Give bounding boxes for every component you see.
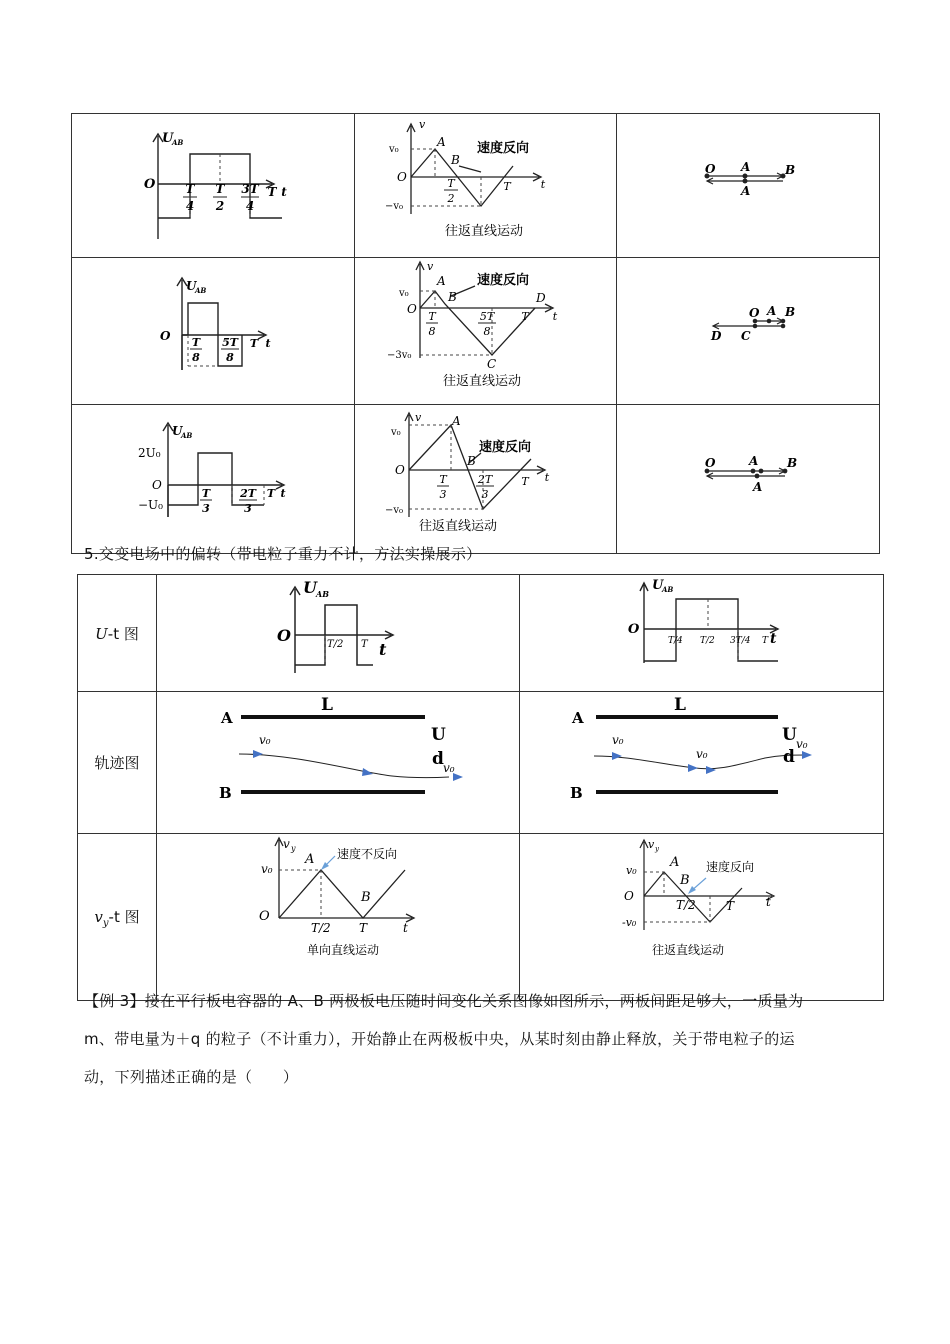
ut-right-cell [520, 575, 884, 692]
svg-text:T: T [361, 639, 368, 650]
svg-text:T: T [428, 310, 436, 323]
svg-text:v₀: v₀ [612, 733, 624, 747]
svg-text:U: U [652, 578, 664, 593]
svg-text:往返直线运动: 往返直线运动 [652, 943, 725, 957]
svg-text:D: D [536, 291, 546, 305]
svg-text:T: T [249, 337, 259, 350]
ut-left-cell [157, 575, 520, 692]
svg-text:A: A [437, 274, 446, 288]
svg-text:2U₀: 2U₀ [138, 446, 161, 460]
svg-text:T: T [267, 185, 277, 199]
svg-text:8: 8 [226, 351, 234, 364]
row-label-traj: 轨迹图 [78, 692, 157, 834]
svg-text:U: U [431, 725, 446, 745]
svg-text:5T: 5T [479, 310, 495, 323]
svg-text:t: t [403, 921, 408, 935]
svg-text:T/2: T/2 [311, 921, 331, 935]
svg-text:v₀: v₀ [259, 733, 271, 747]
svg-text:8: 8 [483, 325, 491, 338]
svg-text:v₀: v₀ [796, 737, 808, 751]
svg-text:O: O [277, 626, 291, 645]
svg-text:T: T [439, 473, 447, 486]
svg-text:A: A [572, 709, 584, 727]
svg-text:单向直线运动: 单向直线运动 [307, 943, 380, 957]
pos-cell-3 [617, 405, 880, 554]
svg-text:T: T [521, 310, 529, 323]
svg-text:2T: 2T [477, 473, 493, 486]
svg-text:T: T [191, 336, 201, 349]
svg-text:v: v [415, 411, 422, 424]
section-title: 5.交变电场中的偏转（带电粒子重力不计，方法实操展示） [84, 545, 482, 563]
svg-text:A: A [741, 160, 751, 174]
svg-text:B: B [467, 454, 476, 468]
svg-text:AB: AB [181, 431, 193, 440]
svg-text:C: C [487, 357, 497, 371]
svg-text:T: T [447, 177, 455, 190]
svg-text:T: T [503, 180, 511, 193]
svg-text:T: T [359, 921, 368, 935]
traj-right-diagram [520, 692, 883, 829]
svg-text:3T/4: 3T/4 [730, 636, 751, 646]
svg-text:v₀: v₀ [391, 427, 401, 438]
svg-text:U: U [172, 424, 183, 438]
svg-text:v₀: v₀ [399, 288, 409, 299]
svg-text:d: d [783, 747, 795, 767]
pos-cell-1 [617, 114, 880, 258]
ut-cell-2 [72, 258, 355, 405]
svg-text:T/4: T/4 [668, 636, 683, 646]
svg-text:O: O [705, 162, 716, 176]
svg-text:t: t [265, 337, 271, 350]
svg-text:3: 3 [481, 488, 489, 501]
svg-text:2: 2 [447, 192, 455, 205]
traj-left-diagram [157, 692, 519, 829]
svg-text:O: O [160, 329, 171, 343]
svg-text:8: 8 [192, 351, 200, 364]
svg-text:t: t [540, 178, 546, 191]
svg-text:B: B [785, 163, 796, 177]
svg-text:t: t [552, 310, 558, 323]
ut-graph-3 [72, 405, 354, 549]
svg-text:T: T [726, 899, 735, 913]
svg-text:D: D [711, 329, 722, 343]
svg-text:−U₀: −U₀ [138, 498, 163, 512]
svg-text:L: L [321, 695, 333, 715]
vt-cell-2 [355, 258, 617, 405]
svg-text:O: O [397, 170, 407, 184]
svg-text:往返直线运动: 往返直线运动 [443, 374, 522, 389]
svg-text:3: 3 [439, 488, 447, 501]
svg-text:B: B [785, 305, 796, 319]
vyt-left-graph [157, 834, 519, 996]
svg-text:B: B [448, 290, 457, 304]
svg-text:8: 8 [428, 325, 436, 338]
svg-text:T: T [201, 487, 211, 500]
svg-text:A: A [749, 454, 759, 468]
traj-left-cell [157, 692, 520, 834]
svg-text:A: A [221, 709, 233, 727]
svg-text:v: v [648, 838, 655, 851]
position-diagram-2 [617, 258, 879, 400]
svg-text:A: A [767, 304, 777, 318]
svg-text:B: B [787, 456, 798, 470]
svg-text:U: U [186, 279, 197, 293]
svg-text:B: B [570, 784, 583, 802]
svg-text:AB: AB [662, 585, 674, 594]
vt-graph-3 [355, 405, 616, 549]
svg-text:O: O [395, 463, 405, 477]
ut-ylabel: U [162, 131, 174, 146]
svg-text:t: t [544, 471, 550, 484]
svg-text:O: O [407, 302, 417, 316]
svg-text:A: A [437, 135, 446, 149]
motion-table [71, 113, 880, 554]
svg-text:v: v [419, 118, 426, 131]
vyt-left-cell [157, 834, 520, 1001]
svg-text:v₀: v₀ [626, 864, 637, 877]
svg-text:t: t [379, 640, 387, 659]
svg-text:T: T [521, 475, 529, 488]
deflection-table [77, 574, 884, 1001]
svg-text:−v₀: −v₀ [385, 505, 404, 516]
svg-text:AB: AB [172, 138, 184, 147]
position-diagram-3 [617, 405, 879, 549]
vyt-right-graph [520, 834, 883, 996]
svg-text:v₀: v₀ [443, 761, 455, 775]
vt-graph-1 [355, 114, 616, 253]
svg-text:T: T [215, 182, 225, 196]
svg-text:O: O [152, 478, 162, 492]
svg-text:-v₀: -v₀ [622, 916, 637, 929]
svg-text:A: A [452, 414, 461, 428]
svg-text:T/2: T/2 [327, 639, 344, 650]
vyt-right-cell [520, 834, 884, 1001]
svg-text:A: A [753, 480, 763, 494]
svg-text:往返直线运动: 往返直线运动 [419, 519, 498, 534]
svg-text:4: 4 [245, 199, 255, 213]
svg-text:U: U [782, 725, 797, 745]
svg-text:O: O [624, 889, 634, 903]
svg-text:v: v [283, 837, 290, 851]
vt-graph-2 [355, 258, 616, 400]
svg-text:−v₀: −v₀ [385, 201, 404, 212]
svg-text:t: t [280, 487, 286, 500]
svg-text:速度不反向: 速度不反向 [337, 847, 398, 861]
ut-graph-1 [72, 114, 354, 253]
svg-text:AB: AB [316, 589, 329, 599]
svg-text:v₀: v₀ [389, 144, 399, 155]
svg-text:T/2: T/2 [676, 898, 696, 912]
svg-text:t: t [770, 631, 777, 647]
svg-text:A: A [305, 852, 315, 867]
svg-text:A: A [741, 184, 751, 198]
svg-text:O: O [259, 909, 270, 924]
svg-text:d: d [432, 749, 444, 769]
svg-text:U: U [303, 578, 317, 597]
svg-text:T/2: T/2 [700, 636, 715, 646]
example-line-3: 动，下列描述正确的是（ ） [84, 1068, 299, 1086]
row-label-ut: U-t 图 [78, 575, 157, 692]
svg-text:t: t [281, 185, 287, 199]
ut-cell-1 [72, 114, 355, 258]
svg-text:速度反向: 速度反向 [479, 440, 532, 455]
svg-text:T: T [266, 487, 276, 500]
svg-text:T: T [762, 636, 769, 646]
svg-text:2T: 2T [240, 487, 256, 500]
svg-text:3T: 3T [241, 182, 259, 196]
svg-text:速度反向: 速度反向 [477, 141, 530, 156]
ut-cell-3 [72, 405, 355, 554]
vt-cell-3 [355, 405, 617, 554]
svg-text:O: O [749, 306, 760, 320]
svg-text:T: T [185, 182, 195, 196]
svg-text:3: 3 [202, 502, 210, 515]
example-line-1: 【例 3】接在平行板电容器的 A、B 两极板电压随时间变化关系图像如图所示，两板间距足够大，一质量为 [84, 992, 804, 1010]
svg-text:v: v [427, 260, 434, 273]
example-line-2: m、带电量为＋q 的粒子（不计重力），开始静止在两极板中央，从某时刻由静止释放，关于带电粒子的运 [84, 1030, 795, 1048]
svg-text:L: L [674, 695, 686, 715]
pos-cell-2 [617, 258, 880, 405]
svg-text:5T: 5T [222, 336, 238, 349]
svg-text:−3v₀: −3v₀ [387, 350, 412, 361]
svg-text:B: B [219, 784, 232, 802]
svg-text:O: O [705, 456, 716, 470]
traj-right-cell [520, 692, 884, 834]
svg-text:C: C [741, 329, 751, 343]
svg-text:2: 2 [215, 199, 225, 213]
svg-text:B: B [451, 153, 460, 167]
svg-text:速度反向: 速度反向 [706, 860, 755, 874]
svg-text:y: y [655, 845, 659, 853]
ut-graph-2 [72, 258, 354, 400]
svg-text:4: 4 [185, 199, 195, 213]
svg-text:O: O [144, 177, 156, 192]
svg-text:v₀: v₀ [261, 862, 273, 876]
svg-text:y: y [291, 844, 296, 853]
svg-text:v₀: v₀ [696, 747, 708, 761]
position-diagram-1 [617, 114, 879, 253]
svg-text:B: B [361, 890, 371, 905]
vt-cell-1 [355, 114, 617, 258]
svg-text:3: 3 [244, 502, 252, 515]
svg-text:B: B [680, 873, 690, 888]
row-label-vyt: $v_y-t$ 图 [78, 834, 157, 1001]
svg-text:A: A [670, 855, 680, 870]
svg-text:速度反向: 速度反向 [477, 273, 530, 288]
ut-left-graph [157, 575, 519, 687]
ut-right-graph [520, 575, 883, 687]
svg-text:O: O [628, 622, 640, 637]
svg-text:AB: AB [195, 286, 207, 295]
svg-text:往返直线运动: 往返直线运动 [445, 224, 524, 239]
svg-text:t: t [766, 895, 771, 909]
